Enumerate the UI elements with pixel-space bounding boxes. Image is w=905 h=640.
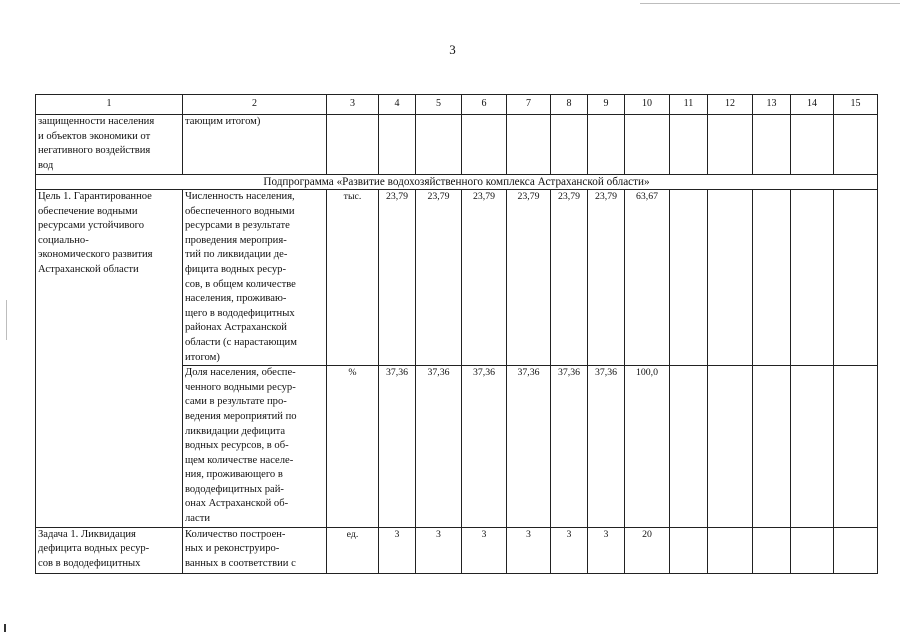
value-cell: [670, 190, 708, 366]
header-cell: 3: [327, 95, 379, 115]
value-cell: [708, 190, 753, 366]
table-row-task-1: [36, 527, 878, 573]
indicator-text-cell: Доля населения, обеспе- ченного водными ресур- сами в результате про- ведения мероприятий по ликвидации дефицита водных ресурсов, в об- щем количестве населе- ния, проживающего в вододефицитных рай- онах Астраханской об- ласти: [183, 366, 327, 528]
value-cell: 20: [625, 527, 670, 573]
value-cell: 23,79: [551, 190, 588, 366]
empty-cell: [625, 115, 670, 175]
header-cell: 6: [462, 95, 507, 115]
continued-indicator-cell: тающим итогом): [183, 115, 327, 175]
scan-edge-mark-bottom: [4, 624, 6, 632]
value-cell: [791, 366, 834, 528]
scan-edge-mark-top: [640, 3, 900, 4]
value-cell: [753, 190, 791, 366]
indicator-text-cell: Численность населения, обеспеченного водными ресурсами в результате проведения мероприя- тий по ликвидации де- фицита водных ресур- сов, в общем количестве населения, проживаю- щего в вододефицитных районах Астраханской области (с нарастающим итогом): [183, 190, 327, 366]
header-cell: 14: [791, 95, 834, 115]
subprogram-row: [36, 175, 878, 190]
empty-cell: [507, 115, 551, 175]
value-cell: [834, 190, 878, 366]
page-number: 3: [449, 42, 456, 57]
value-cell: 37,36: [507, 366, 551, 528]
value-cell: 23,79: [379, 190, 416, 366]
task-cell: Задача 1. Ликвидация дефицита водных ресур- сов в вододефицитных: [36, 527, 183, 573]
value-cell: 3: [551, 527, 588, 573]
value-cell: [791, 190, 834, 366]
value-cell: [670, 527, 708, 573]
goal-cell: Цель 1. Гарантированное обеспечение водными ресурсами устойчивого социально- экономического развития Астраханской области: [36, 190, 183, 528]
header-cell: 4: [379, 95, 416, 115]
header-cell: 1: [36, 95, 183, 115]
empty-cell: [551, 115, 588, 175]
empty-cell: [791, 115, 834, 175]
header-cell: 11: [670, 95, 708, 115]
header-cell: 12: [708, 95, 753, 115]
continued-objective-cell: защищенности населения и объектов экономики от негативного воздействия вод: [36, 115, 183, 175]
value-cell: 3: [379, 527, 416, 573]
value-cell: [753, 527, 791, 573]
table-row-continued: [36, 115, 878, 175]
value-cell: [834, 527, 878, 573]
value-cell: [791, 527, 834, 573]
header-cell: 8: [551, 95, 588, 115]
value-cell: 23,79: [588, 190, 625, 366]
unit-cell: ед.: [327, 527, 379, 573]
value-cell: 23,79: [507, 190, 551, 366]
header-cell: 13: [753, 95, 791, 115]
value-cell: 23,79: [462, 190, 507, 366]
value-cell: 3: [588, 527, 625, 573]
empty-cell: [416, 115, 462, 175]
value-cell: [708, 366, 753, 528]
unit-cell: тыс.: [327, 190, 379, 366]
value-cell: 63,67: [625, 190, 670, 366]
table-row-indicator-1: [36, 190, 878, 366]
scan-edge-mark-left: [6, 300, 7, 340]
empty-cell: [327, 115, 379, 175]
header-cell: 7: [507, 95, 551, 115]
value-cell: 37,36: [462, 366, 507, 528]
header-cell: 2: [183, 95, 327, 115]
value-cell: 37,36: [588, 366, 625, 528]
empty-cell: [379, 115, 416, 175]
indicators-table: [35, 94, 878, 574]
empty-cell: [588, 115, 625, 175]
value-cell: [753, 366, 791, 528]
value-cell: 3: [416, 527, 462, 573]
empty-cell: [753, 115, 791, 175]
value-cell: 37,36: [379, 366, 416, 528]
subprogram-title: Подпрограмма «Развитие водохозяйственного комплекса Астраханской области»: [36, 175, 878, 190]
empty-cell: [834, 115, 878, 175]
value-cell: [708, 527, 753, 573]
header-cell: 10: [625, 95, 670, 115]
value-cell: 37,36: [551, 366, 588, 528]
value-cell: 100,0: [625, 366, 670, 528]
header-cell: 5: [416, 95, 462, 115]
value-cell: 3: [507, 527, 551, 573]
table-header-row: [36, 95, 878, 115]
header-cell: 15: [834, 95, 878, 115]
empty-cell: [462, 115, 507, 175]
empty-cell: [670, 115, 708, 175]
header-cell: 9: [588, 95, 625, 115]
value-cell: 3: [462, 527, 507, 573]
value-cell: 37,36: [416, 366, 462, 528]
indicator-text-cell: Количество построен- ных и реконструиро- ванных в соответствии с: [183, 527, 327, 573]
value-cell: 23,79: [416, 190, 462, 366]
value-cell: [834, 366, 878, 528]
value-cell: [670, 366, 708, 528]
empty-cell: [708, 115, 753, 175]
unit-cell: %: [327, 366, 379, 528]
